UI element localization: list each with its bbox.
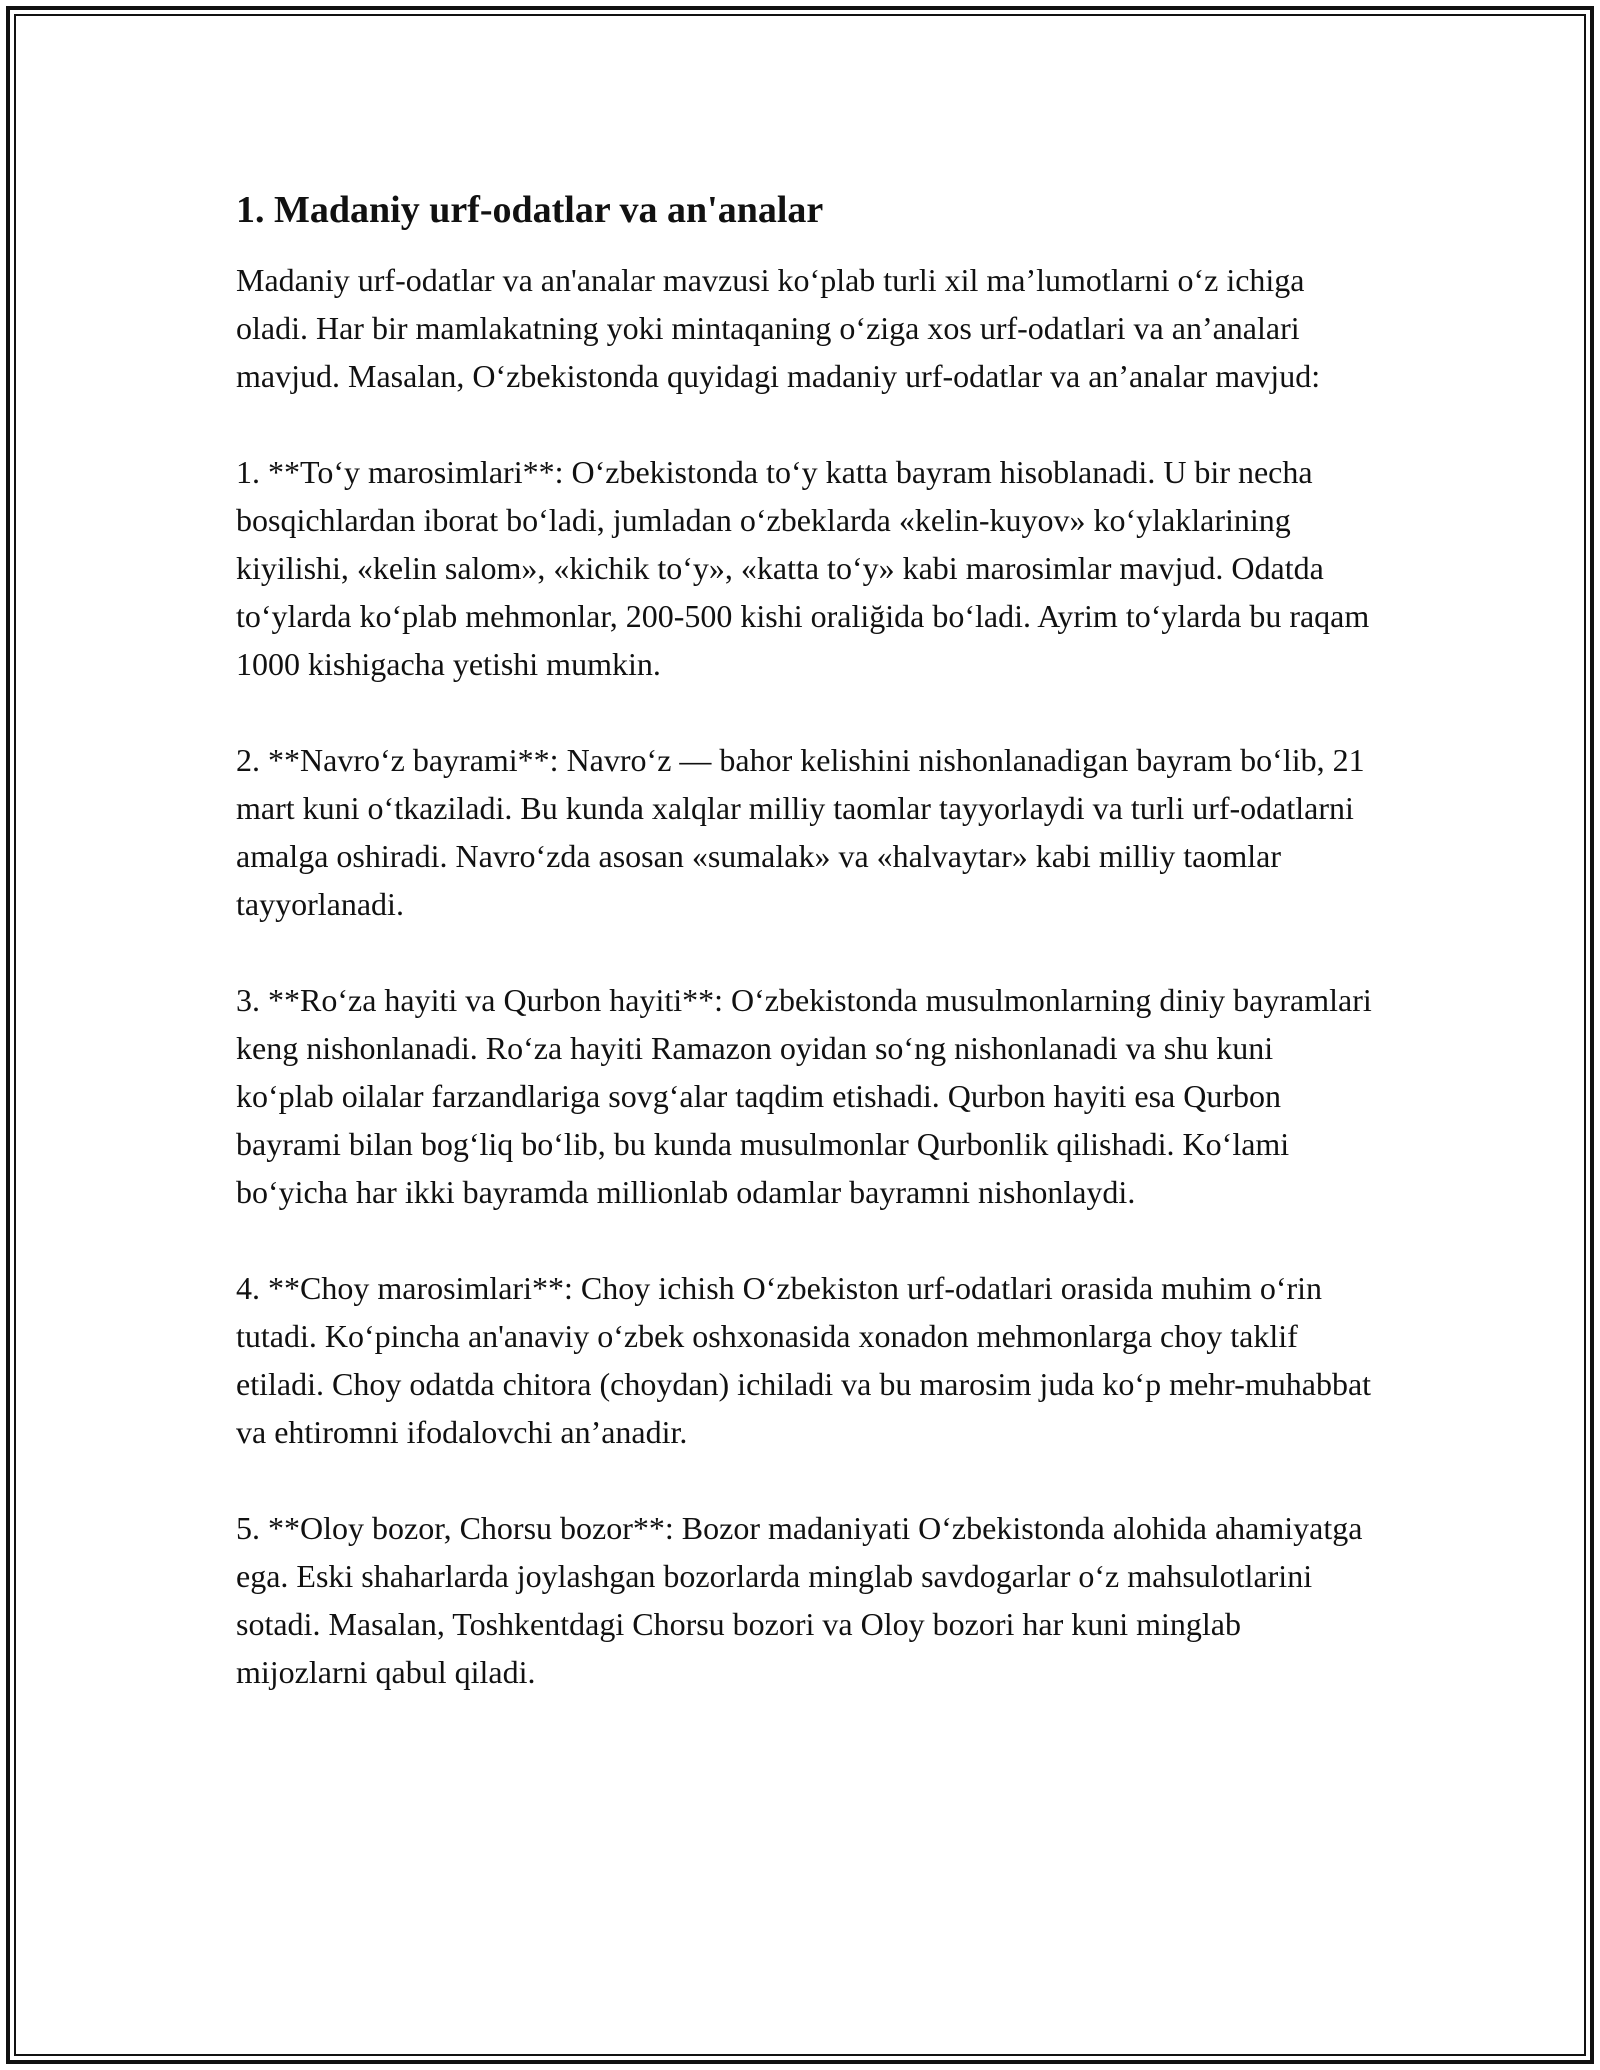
navruz-holiday-paragraph: 2. **Navro‘z bayrami**: Navro‘z — bahor kelishini nishonlanadigan bayram bo‘lib, 21 mart kuni o‘tkaziladi. Bu kunda xalqlar milliy taomlar tayyorlaydi va turli urf-odatlarni amalga oshiradi. Navro‘zda asosan «sumalak» va «halvaytar» kabi milliy taomlar tayyorlanadi. bbox=[236, 742, 1365, 922]
section-title: 1. Madaniy urf-odatlar va an'analar bbox=[236, 189, 824, 231]
wedding-ceremonies-paragraph: 1. **To‘y marosimlari**: O‘zbekistonda to‘y katta bayram hisoblanadi. U bir necha bosqichlardan iborat bo‘ladi, jumladan o‘zbeklarda «kelin-kuyov» ko‘ylaklarining kiyilishi, «kelin salom», «kichik to‘y», «katta to‘y» kabi marosimlar mavjud. Odatda to‘ylarda ko‘plab mehmonlar, 200-500 kishi oraliğida bo‘ladi. Ayrim to‘ylarda bu raqam 1000 kishigacha yetishi mumkin. bbox=[236, 454, 1370, 682]
intro-paragraph: Madaniy urf-odatlar va an'analar mavzusi ko‘plab turli xil ma’lumotlarni o‘z ichiga oladi. Har bir mamlakatning yoki mintaqaning o‘ziga xos urf-odatlari va an’analari mavjud. Masalan, O‘zbekistonda quyidagi madaniy urf-odatlar va an’analar mavjud: bbox=[236, 262, 1321, 394]
bazaars-paragraph: 5. **Oloy bozor, Chorsu bozor**: Bozor madaniyati O‘zbekistonda alohida ahamiyatga ega. Eski shaharlarda joylashgan bozorlarda minglab savdogarlar o‘z mahsulotlarini sotadi. Masalan, Toshkentdagi Chorsu bozori va Oloy bozori har kuni minglab mijozlarni qabul qiladi. bbox=[236, 1510, 1363, 1690]
tea-ceremonies-paragraph: 4. **Choy marosimlari**: Choy ichish O‘zbekiston urf-odatlari orasida muhim o‘rin tutadi. Ko‘pincha an'anaviy o‘zbek oshxonasida xonadon mehmonlarga choy taklif etiladi. Choy odatda chitora (choydan) ichiladi va bu marosim juda ko‘p mehr-muhabbat va ehtiromni ifodalovchi an’anadir. bbox=[236, 1270, 1372, 1450]
religious-holidays-paragraph: 3. **Ro‘za hayiti va Qurbon hayiti**: O‘zbekistonda musulmonlarning diniy bayramlari keng nishonlanadi. Ro‘za hayiti Ramazon oyidan so‘ng nishonlanadi va shu kuni ko‘plab oilalar farzandlariga sovg‘alar taqdim etishadi. Qurbon hayiti esa Qurbon bayrami bilan bog‘liq bo‘lib, bu kunda musulmonlar Qurbonlik qilishadi. Ko‘lami bo‘yicha har ikki bayramda millionlab odamlar bayramni nishonlaydi. bbox=[236, 982, 1372, 1210]
document-body bbox=[236, 186, 1376, 1744]
